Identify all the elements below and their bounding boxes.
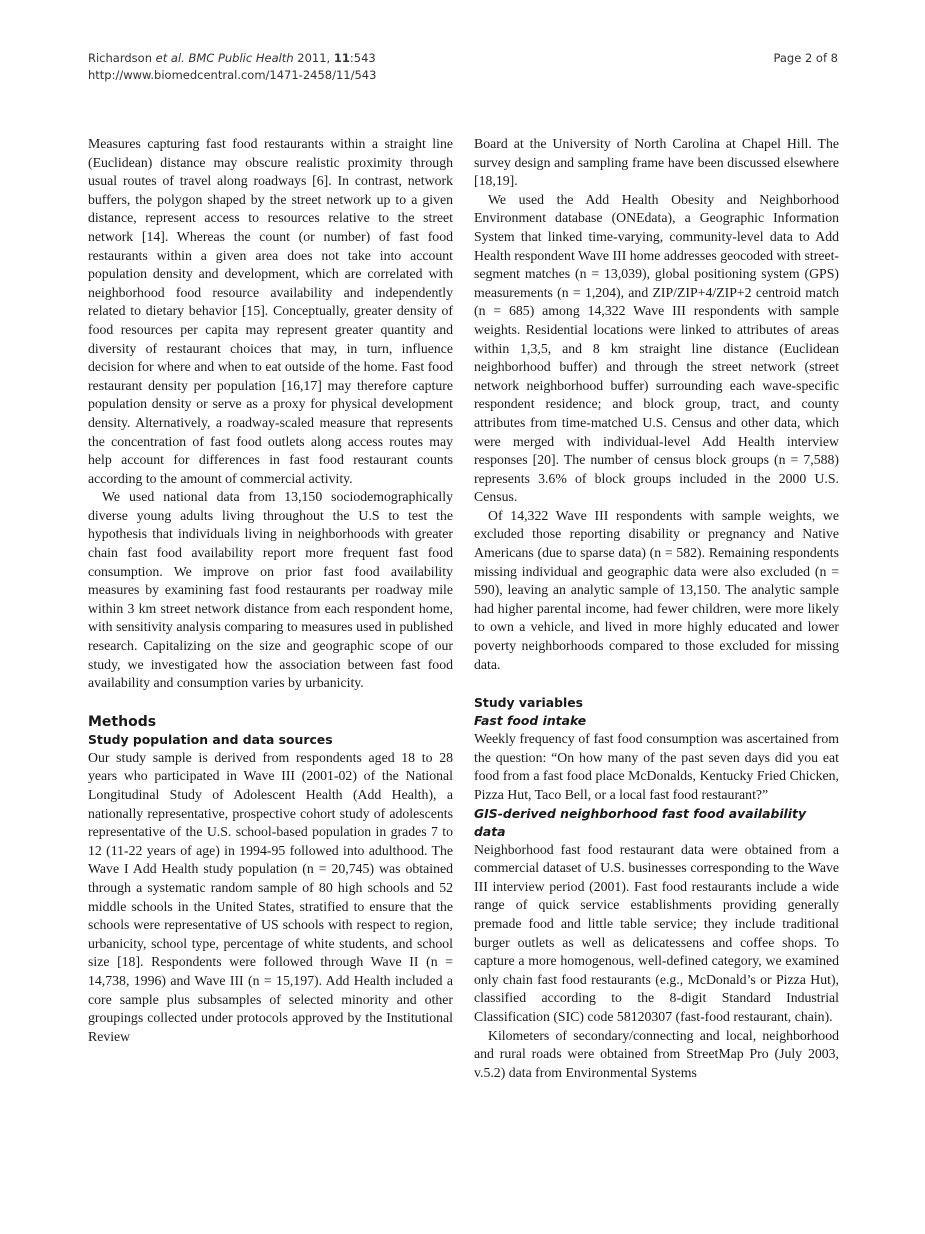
article-url[interactable]: http://www.biomedcentral.com/1471-2458/11/543 xyxy=(88,68,377,82)
study-variables-heading: Study variables xyxy=(474,695,583,711)
citation-year: 2011, xyxy=(297,51,331,65)
study-population-heading: Study population and data sources xyxy=(88,731,333,747)
intro-paragraph-1: Measures capturing fast food restaurants within a straight line (Euclidean) distance may obscure realistic proximity through usual routes of travel along roadways [6]. In contrast, network buffers, the polygon shaped by the street network up to a given distance, represent access to resources relative to the street network [14]. Whereas the count (or number) of fast food restaurants within a given area does not take into account population density and development, which are correlated with neighborhood food resource availability and independently related to dietary behavior [15]. Conceptually, greater density of food resources per capita may represent greater quantity and diversity of restaurant choices that may, in turn, influence decision for where and when to eat outside of the home. Fast food restaurant density per population [16,17] may therefore capture population density or serve as a proxy for physical development density. Alternatively, a roadway-scaled measure that represents the concentration of fast food outlets along access routes may help account for differences in fast food restaurant counts according to the amount of commercial activity. xyxy=(88,136,453,486)
gis-availability-paragraph: Neighborhood fast food restaurant data were obtained from a commercial dataset of U.S. businesses corresponding to the Wave III interview period (2001). Fast food restaurants include a wide range of quick service establishments providing generally premade food and little table service; they include traditional burger outlets as well as delicatessens and coffee shops. To capture a more homogenous, well-defined category, we examined only chain fast food restaurants (e.g., McDonald’s or Pizza Hut), classified according to the 8-digit Standard Industrial Classification (SIC) code 58120307 (fast-food restaurant, chain). xyxy=(474,841,839,1024)
methods-heading: Methods xyxy=(88,713,157,730)
exclusions-paragraph: Of 14,322 Wave III respondents with sample weights, we excluded those reporting disability or pregnancy and Native Americans (due to sparse data) (n = 582). Remaining respondents missing individual and geographic data were also excluded (n = 590), leaving an analytic sample of 13,150. The analytic sample had higher parental income, had fewer children, were more likely to own a vehicle, and lived in more highly educated and lower poverty neighborhoods compared to those excluded for missing data. xyxy=(474,507,839,672)
citation-pages: :543 xyxy=(349,51,376,65)
citation-journal: BMC Public Health xyxy=(188,51,294,65)
citation-authors: Richardson xyxy=(88,51,152,65)
citation-etal: et al. xyxy=(155,51,185,65)
running-header-citation xyxy=(88,50,376,84)
onedata-paragraph: We used the Add Health Obesity and Neighborhood Environment database (ONEdata), a Geographic Information System that linked time-varying, community-level data to Add Health respondent Wave III home addresses geocoded with street-segment matches (n = 13,039), global positioning system (GPS) measurements (n = 1,204), and ZIP/ZIP+4/ZIP+2 centroid match (n = 685) among 14,322 Wave III respondents with sample weights. Residential locations were linked to attributes of areas within 1,3,5, and 8 km straight line distance (Euclidean neighborhood buffer) and through the street network (street network neighborhood buffer) surrounding each wave-specific respondent residence; and block group, tract, and county attributes from time-matched U.S. Census and other data, which were merged with individual-level Add Health interview responses [20]. The number of census block groups (n = 7,588) represents 3.6% of block groups included in the 2000 U.S. Census. xyxy=(474,191,839,505)
gis-availability-heading: GIS-derived neighborhood fast food availability data xyxy=(474,805,807,839)
survey-design-paragraph: Board at the University of North Carolina at Chapel Hill. The survey design and sampling frame have been discussed elsewhere [18,19]. xyxy=(474,136,839,189)
right-text-column xyxy=(474,135,839,1082)
left-text-column xyxy=(88,135,453,1046)
fast-food-intake-heading: Fast food intake xyxy=(474,713,587,729)
citation-volume: 11 xyxy=(333,51,350,65)
study-population-paragraph: Our study sample is derived from respondents aged 18 to 28 years who participated in Wave III (2001-02) of the National Longitudinal Study of Adolescent Health (Add Health), a nationally representative, prospective cohort study of adolescents representative of the U.S. school-based population in grades 7 to 12 (11-22 years of age) in 1994-95 followed into adulthood. The Wave I Add Health study population (n = 20,745) was obtained through a systematic random sample of 80 high schools and 52 middle schools in the United States, stratified to ensure that the schools were representative of US schools with respect to region, urbanicity, school type, percentage of white students, and school size [18]. Respondents were followed through Wave II (n = 14,738, 1996) and Wave III (n = 15,197). Add Health included a core sample plus subsamples of selected minority and other groupings collected under protocols approved by the Institutional Review xyxy=(88,749,453,1044)
page-number-label: Page 2 of 8 xyxy=(773,51,838,65)
intro-paragraph-2: We used national data from 13,150 sociodemographically diverse young adults living throughout the U.S to test the hypothesis that individuals living in neighborhoods with greater chain fast food availability report more frequent fast food consumption. We improve on prior fast food availability measures by examining fast food restaurants per roadway mile within 3 km street network distance from each respondent home, with sensitivity analysis comparing to measures used in published research. Capitalizing on the size and geographic scope of our study, we investigated how the association between fast food availability and consumption varies by urbanicity. xyxy=(88,489,453,691)
roads-paragraph: Kilometers of secondary/connecting and local, neighborhood and rural roads were obtained from StreetMap Pro (July 2003, v.5.2) data from Environmental Systems xyxy=(474,1027,839,1080)
citation-line xyxy=(88,50,376,67)
fast-food-intake-paragraph: Weekly frequency of fast food consumption was ascertained from the question: “On how many of the past seven days did you eat food from a fast food place McDonalds, Kentucky Fried Chicken, Pizza Hut, Taco Bell, or a local fast food restaurant?” xyxy=(474,731,839,802)
